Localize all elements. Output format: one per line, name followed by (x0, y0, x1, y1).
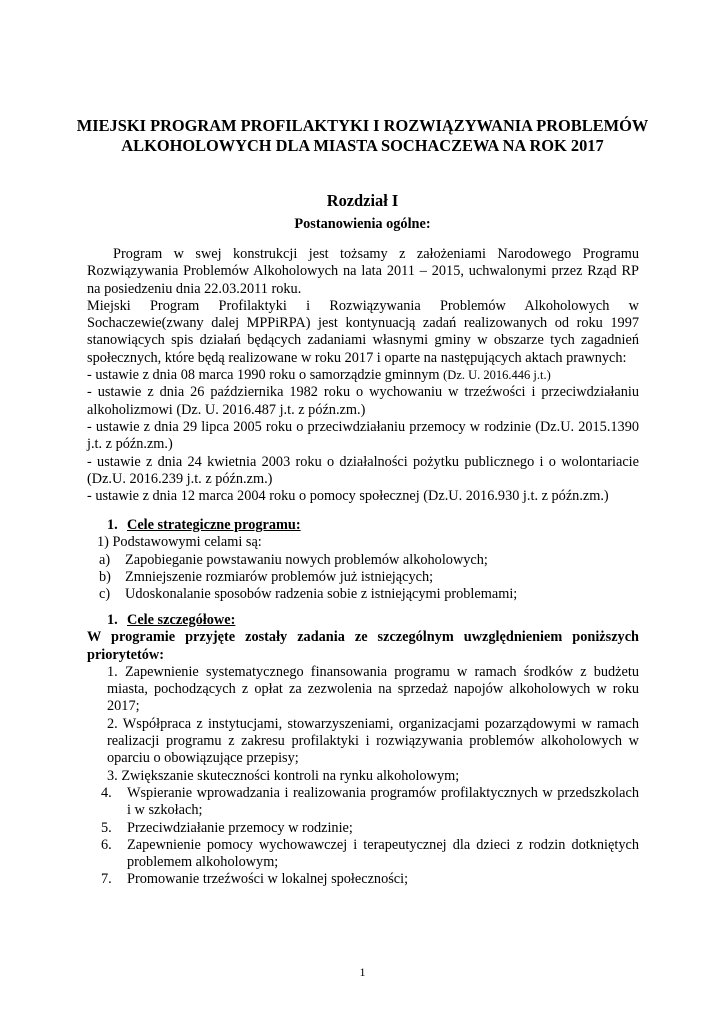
detailed-goals-section (87, 612, 639, 889)
list-item: 5. Przeciwdziałanie przemocy w rodzinie; (101, 819, 353, 836)
intro-paragraph: Miejski Program Profilaktyki i Rozwiązywania Problemów Alkoholowych w Sochaczewie(zwany dalej MPPiRPA) jest kontynuacją zadań realizowanych od roku 1997 stanowiących spis działań będących zadaniami własnymi gminy w obszarze tych zagadnień społecznych, które będą realizowane w roku 2017 i oparte na następujących aktach prawnych: (87, 297, 639, 366)
list-item: b) Zmniejszenie rozmiarów problemów już istniejących; (99, 568, 434, 585)
legal-act-item: - ustawie z dnia 24 kwietnia 2003 roku o działalności pożytku publicznego i o wolontariacie (Dz.U. 2016.239 j.t. z późn.zm.) (87, 453, 639, 487)
legal-act-item: - ustawie z dnia 12 marca 2004 roku o pomocy społecznej (Dz.U. 2016.930 j.t. z późn.zm.) (87, 488, 609, 505)
list-item: 1. Zapewnienie systematycznego finansowania programu w ramach środków z budżetu miasta, pochodzących z opłat za zezwolenia na sprzedaż napojów alkoholowych w roku 2017; (107, 663, 639, 715)
section-heading: 1. Cele szczegółowe: (107, 612, 236, 628)
list-item: c) Udoskonalanie sposobów radzenia sobie z istniejącymi problemami; (99, 586, 518, 603)
list-item: 2. Współpraca z instytucjami, stowarzyszeniami, organizacjami pozarządowymi w ramach realizacji programu z zakresu profilaktyki i rozwiązywania problemów alkoholowych w oparciu o obowiązujące przepisy; (107, 715, 639, 767)
list-item: 3. Zwiększanie skuteczności kontroli na rynku alkoholowym; (107, 767, 460, 784)
intro-section (87, 246, 639, 505)
goals-list (87, 552, 639, 604)
legal-act-item: - ustawie z dnia 08 marca 1990 roku o samorządzie gminnym (Dz. U. 2016.446 j.t.) (87, 367, 551, 384)
section-heading: 1. Cele strategiczne programu: (107, 517, 301, 533)
chapter-subheading: Postanowienia ogólne: (294, 216, 431, 232)
section-subheading: 1) Podstawowymi celami są: (97, 534, 262, 551)
priorities-lead: W programie przyjęte zostały zadania ze szczególnym uwzględnieniem poniższych priorytetów: (87, 629, 639, 663)
intro-paragraph: Program w swej konstrukcji jest tożsamy z założeniami Narodowego Programu Rozwiązywania Problemów Alkoholowych na lata 2011 – 2015, uchwalonymi przez Rząd RP na posiedzeniu dnia 22.03.2011 roku. (87, 246, 639, 297)
strategic-goals-section (87, 517, 639, 603)
list-item: 6. Zapewnienie pomocy wychowawczej i terapeutycznej dla dzieci z rodzin dotkniętych problemem alkoholowym; (101, 836, 639, 871)
list-item: 4. Wspieranie wprowadzania i realizowania programów profilaktycznych w przedszkolach i w szkołach; (101, 784, 639, 819)
list-item: 7. Promowanie trzeźwości w lokalnej społeczności; (101, 871, 409, 888)
legal-act-item: - ustawie z dnia 29 lipca 2005 roku o przeciwdziałaniu przemocy w rodzinie (Dz.U. 2015.1390 j.t. z późn.zm.) (87, 418, 639, 453)
page-number: 1 (359, 965, 366, 979)
chapter-heading: Rozdział I (326, 191, 399, 210)
list-item: a) Zapobieganie powstawaniu nowych problemów alkoholowych; (99, 551, 488, 568)
priorities-list (87, 664, 639, 889)
document-title: MIEJSKI PROGRAM PROFILAKTYKI I ROZWIĄZYWANIA PROBLEMÓW ALKOHOLOWYCH DLA MIASTA SOCHACZEWA NA ROK 2017 (76, 116, 649, 155)
legal-act-item: - ustawie z dnia 26 października 1982 roku o wychowaniu w trzeźwości i przeciwdziałaniu alkoholizmowi (Dz. U. 2016.487 j.t. z późn.zm.) (87, 384, 639, 418)
